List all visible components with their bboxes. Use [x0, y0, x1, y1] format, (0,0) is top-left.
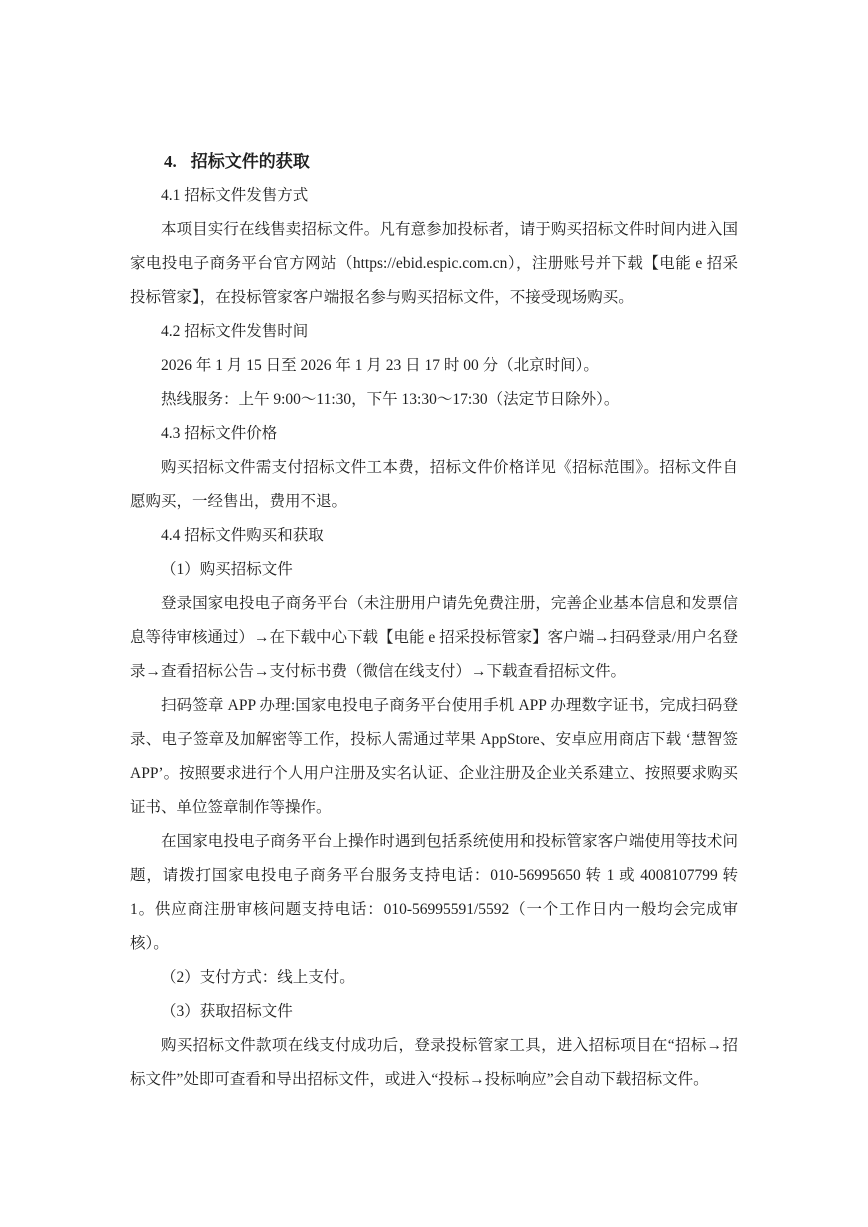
section-title: 招标文件的获取 [190, 152, 310, 171]
paragraph: （2）支付方式：线上支付。 [161, 969, 355, 986]
section-number: 4. [164, 152, 177, 171]
paragraph: 热线服务：上午 9:00～11:30，下午 13:30～17:30（法定节日除外）。 [161, 391, 620, 408]
paragraph: （3）获取招标文件 [161, 1003, 293, 1020]
paragraph: 在国家电投电子商务平台上操作时遇到包括系统使用和投标管家客户端使用等技术问题，请拨打国家电投电子商务平台服务支持电话：010-56995650 转 1 或 4008107799 转 1。供应商注册审核问题支持电话：010-56995591/5592（一个工作日内一般均会完成审核）。 [130, 833, 738, 952]
paragraph: 扫码签章 APP 办理:国家电投电子商务平台使用手机 APP 办理数字证书，完成扫码登录、电子签章及加解密等工作，投标人需通过苹果 AppStore、安卓应用商店下载 ‘慧智签 APP’。按照要求进行个人用户注册及实名认证、企业注册及企业关系建立、按照要求购买证书、单位签章制作等操作。 [130, 697, 738, 816]
paragraph: 购买招标文件款项在线支付成功后，登录投标管家工具，进入招标项目在“招标→招标文件”处即可查看和导出招标文件，或进入“投标→投标响应”会自动下载招标文件。 [130, 1037, 738, 1088]
document-body [130, 179, 738, 1097]
document-page [130, 145, 738, 1097]
paragraph: 本项目实行在线售卖招标文件。凡有意参加投标者，请于购买招标文件时间内进入国家电投电子商务平台官方网站（https://ebid.espic.com.cn），注册账号并下载【电能 e 招采投标管家】，在投标管家客户端报名参与购买招标文件，不接受现场购买。 [130, 221, 738, 306]
paragraph: 购买招标文件需支付招标文件工本费，招标文件价格详见《招标范围》。招标文件自愿购买，一经售出，费用不退。 [130, 459, 738, 510]
sub-heading: 4.4 招标文件购买和获取 [161, 527, 324, 544]
paragraph: （1）购买招标文件 [161, 561, 293, 578]
sub-heading: 4.1 招标文件发售方式 [161, 187, 309, 204]
paragraph: 登录国家电投电子商务平台（未注册用户请先免费注册，完善企业基本信息和发票信息等待审核通过）→在下载中心下载【电能 e 招采投标管家】客户端→扫码登录/用户名登录→查看招标公告→支付标书费（微信在线支付）→下载查看招标文件。 [130, 595, 738, 680]
section-heading [130, 145, 738, 179]
paragraph: 2026 年 1 月 15 日至 2026 年 1 月 23 日 17 时 00 分（北京时间）。 [161, 357, 599, 374]
sub-heading: 4.3 招标文件价格 [161, 425, 278, 442]
sub-heading: 4.2 招标文件发售时间 [161, 323, 309, 340]
